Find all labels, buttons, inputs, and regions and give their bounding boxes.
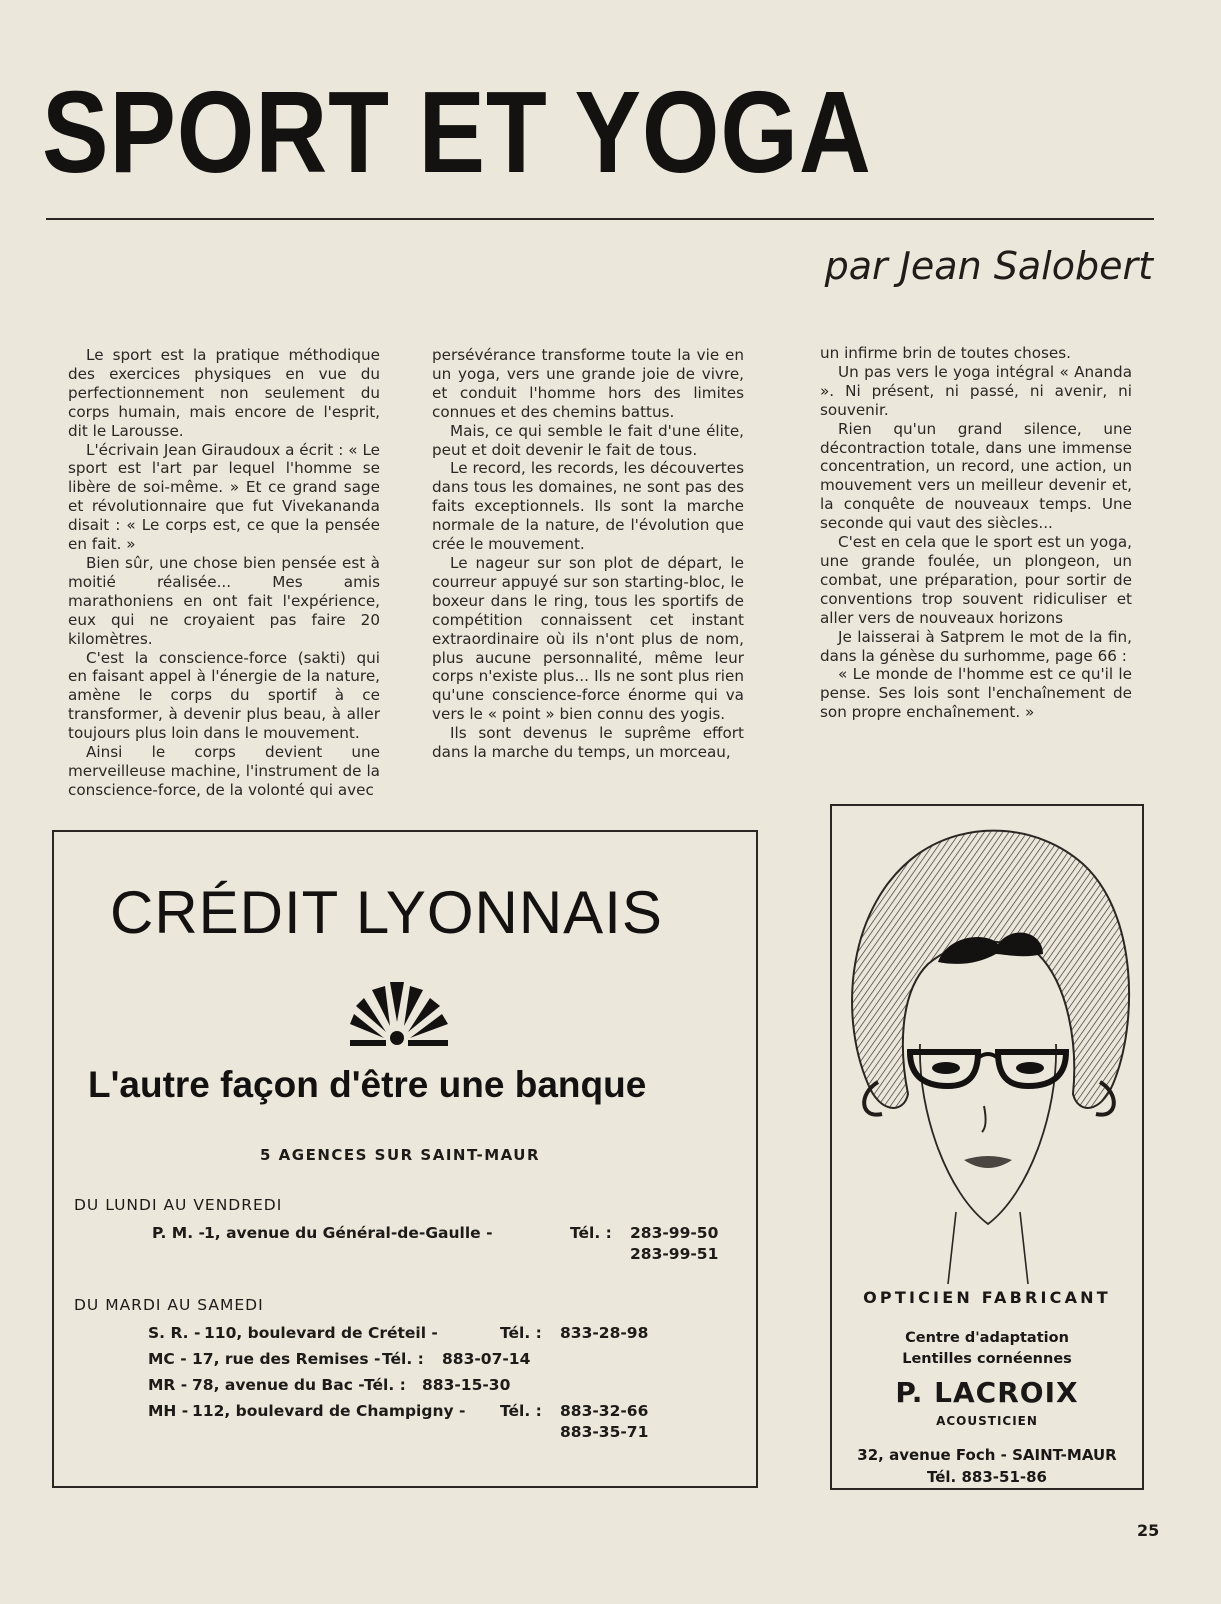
optician-title: OPTICIEN FABRICANT: [863, 1288, 1111, 1307]
bank-slogan: L'autre façon d'être une banque: [88, 1064, 647, 1105]
agency-code: P. M. -: [152, 1224, 205, 1242]
phone-number: 883-07-14: [442, 1350, 531, 1368]
agency-code: MC -: [148, 1350, 187, 1368]
paragraph: Mais, ce qui semble le fait d'une élite, peut et doit devenir le fait de tous.: [432, 421, 744, 459]
paragraph: un infirme brin de toutes choses.: [820, 344, 1071, 362]
tel-label: Tél. :: [364, 1376, 406, 1394]
tel-label: Tél. :: [500, 1324, 542, 1342]
schedule-tue-sat: DU MARDI AU SAMEDI: [74, 1296, 264, 1314]
tel-label: Tél. :: [382, 1350, 424, 1368]
phone-number: 883-15-30: [422, 1376, 511, 1394]
byline: par Jean Salobert: [824, 244, 1153, 288]
credit-lyonnais-logo-icon: [350, 976, 450, 1046]
paragraph: Ils sont devenus le suprême effort dans la marche du temps, un morceau,: [432, 724, 744, 762]
title-rule: [46, 218, 1154, 220]
optician-phone: Tél. 883-51-86: [927, 1468, 1047, 1486]
paragraph: Un pas vers le yoga intégral « Ananda ». Ni présent, ni passé, ni avenir, ni souvenir.: [820, 362, 1132, 419]
phone-number: 833-28-98: [560, 1324, 649, 1342]
agency-address: 78, avenue du Bac -: [192, 1376, 365, 1394]
agency-row: [148, 1324, 748, 1344]
paragraph: Bien sûr, une chose bien pensée est à moitié réalisée... Mes amis marathoniens en ont fait l'expérience, eux qui ne croyaient pas faire 20 kilomètres.: [68, 553, 380, 648]
phone-number: 283-99-51: [630, 1245, 719, 1263]
optician-subtitle-2: Lentilles cornéennes: [902, 1351, 1072, 1367]
article-column-2: [432, 346, 744, 762]
phone-number: 883-35-71: [560, 1423, 649, 1441]
paragraph: « Le monde de l'homme est ce qu'il le pense. Ses lois sont l'enchaînement de son propre enchaînement. »: [820, 665, 1132, 722]
paragraph: Le nageur sur son plot de départ, le courreur appuyé sur son starting-bloc, le boxeur dans le ring, tous les sportifs de compétition connaissent cet instant extraordinaire où ils n'ont plus de nom, plus aucune personnalité, même leur corps n'existe plus... Ils ne sont plus rien qu'une conscience-force énorme qui va vers le « point » bien connu des yogis.: [432, 553, 744, 724]
optician-subtitle-1: Centre d'adaptation: [905, 1330, 1069, 1346]
paragraph: Le record, les records, les découvertes dans tous les domaines, ne sont pas des faits exceptionnels. Ils sont la marche normale de la nature, de l'évolution que crée le mouvement.: [432, 459, 744, 554]
page-number: 25: [1137, 1521, 1160, 1540]
optician-ad: [830, 804, 1144, 1490]
agency-code: MR -: [148, 1376, 188, 1394]
article-title: SPORT ET YOGA: [42, 67, 872, 197]
paragraph: C'est en cela que le sport est un yoga, une grande foulée, un plongeon, un combat, une préparation, pour sortir de conventions trop souvent ridiculiser et aller vers de nouveaux horizons: [820, 533, 1132, 627]
agencies-count: 5 AGENCES SUR SAINT-MAUR: [260, 1146, 541, 1164]
optician-address: 32, avenue Foch - SAINT-MAUR: [857, 1446, 1117, 1464]
paragraph: Ainsi le corps devient une merveilleuse machine, l'instrument de la conscience-force, de la volonté qui avec: [68, 743, 380, 799]
paragraph: Rien qu'un grand silence, une décontraction totale, dans une immense concentration, un record, une action, un mouvement vers un meilleur devenir et, la conquête de nouveaux temps. Une seconde qui vaut des siècles...: [820, 419, 1132, 533]
agency-address: 112, boulevard de Champigny -: [192, 1402, 466, 1420]
agency-row: [148, 1350, 748, 1370]
woman-with-glasses-illustration-icon: [838, 814, 1136, 1284]
optician-name: P. LACROIX: [895, 1376, 1079, 1409]
agency-address: 110, boulevard de Créteil -: [204, 1324, 438, 1342]
paragraph: persévérance transforme toute la vie en un yoga, vers une grande joie de vivre, et conduit l'homme hors des limites connues et des chemins battus.: [432, 346, 744, 421]
agency-address: 17, rue des Remises -: [192, 1350, 381, 1368]
article-column-3: [820, 344, 1132, 722]
optician-role: ACOUSTICIEN: [936, 1414, 1038, 1428]
tel-label: Tél. :: [570, 1224, 612, 1242]
phone-number: 283-99-50: [630, 1224, 719, 1242]
article-column-1: [68, 346, 380, 800]
bank-name: CRÉDIT LYONNAIS: [110, 879, 663, 946]
paragraph: Je laisserai à Satprem le mot de la fin, dans la génèse du surhomme, page 66 :: [820, 627, 1132, 665]
agency-row: [148, 1376, 748, 1396]
agency-row: [152, 1224, 752, 1266]
phone-number: 883-32-66: [560, 1402, 649, 1420]
agency-row: [148, 1402, 748, 1444]
agency-address: 1, avenue du Général-de-Gaulle -: [204, 1224, 493, 1242]
tel-label: Tél. :: [500, 1402, 542, 1420]
paragraph: Le sport est la pratique méthodique des exercices physiques en vue du perfectionnement non seulement du corps humain, mais encore de l'esprit, dit le Larousse.: [68, 346, 380, 440]
paragraph: C'est la conscience-force (sakti) qui en faisant appel à l'énergie de la nature, amène le corps du sportif à ce transformer, à devenir plus beau, à aller toujours plus loin dans le mouvement.: [68, 648, 380, 743]
credit-lyonnais-ad: [52, 830, 758, 1488]
agency-code: S. R. -: [148, 1324, 201, 1342]
schedule-weekdays: DU LUNDI AU VENDREDI: [74, 1196, 283, 1214]
agency-code: MH -: [148, 1402, 189, 1420]
paragraph: L'écrivain Jean Giraudoux a écrit : « Le sport est l'art par lequel l'homme se libère de soi-même. » Et ce grand sage et révolutionnaire que fut Vivekananda disait : « Le corps est, ce que la pensée en fait. »: [68, 440, 380, 554]
